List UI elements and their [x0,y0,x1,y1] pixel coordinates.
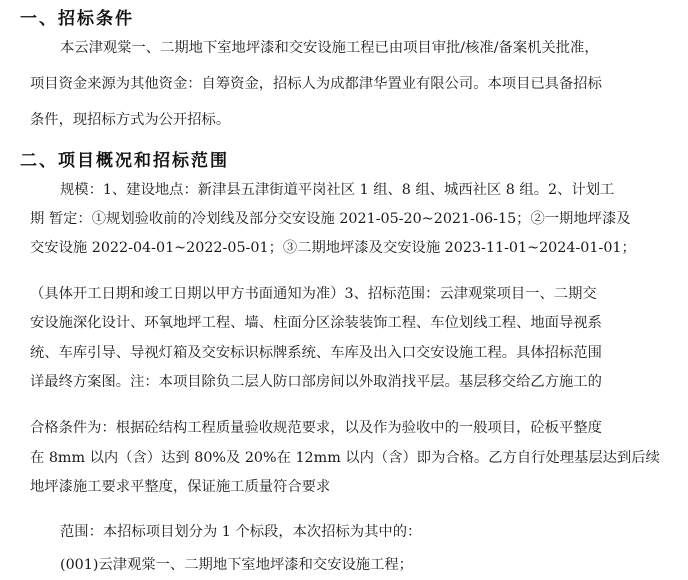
paragraph-line: 本云津观棠一、二期地下室地坪漆和交安设施工程已由项目审批/核准/备案机关批准， [60,40,599,56]
paragraph-line: 在 8mm 以内（含）达到 80%及 20%在 12mm 以内（含）即为合格。乙方自行处理基层达到后续 [30,450,660,466]
paragraph-line: 项目资金来源为其他资金：自筹资金，招标人为成都津华置业有限公司。本项目已具备招标 [30,76,602,92]
scope-line: (001)云津观棠一、二期地下室地坪漆和交安设施工程； [60,557,413,573]
paragraph-line: （具体开工日期和竣工日期以甲方书面通知为准）3、招标范围：云津观棠项目一、二期交 [30,286,597,302]
scope-line: 范围：本招标项目划分为 1 个标段，本次招标为其中的： [60,524,422,540]
paragraph-line: 地坪漆施工要求平整度，保证施工质量符合要求 [30,479,331,495]
paragraph-line: 详最终方案图。注：本项目除负二层人防口部房间以外取消找平层。基层移交给乙方施工的 [30,374,602,390]
paragraph-line: 安设施深化设计、环氧地坪工程、墙、柱面分区涂装装饰工程、车位划线工程、地面导视系 [30,315,602,331]
paragraph-line: 统、车库引导、导视灯箱及交安标识标牌系统、车库及出入口交安设施工程。具体招标范围 [30,345,602,361]
section-heading-bidding-conditions: 一、招标条件 [20,9,134,29]
paragraph-line: 交安设施 2022-04-01~2022-05-01；③二期地坪漆及交安设施 2023-11-01~2024-01-01； [30,240,636,256]
paragraph-line: 期 暂定：①规划验收前的冷划线及部分交安设施 2021-05-20~2021-06-15；②一期地坪漆及 [30,211,631,227]
section-heading-project-overview: 二、项目概况和招标范围 [20,151,229,171]
paragraph-line: 规模：1、建设地点：新津县五津街道平岗社区 1 组、8 组、城西社区 8 组。2、计划工 [60,182,615,198]
paragraph-line: 条件，现招标方式为公开招标。 [30,112,231,128]
paragraph-line: 合格条件为：根据砼结构工程质量验收规范要求，以及作为验收中的一般项目，砼板平整度 [30,420,602,436]
